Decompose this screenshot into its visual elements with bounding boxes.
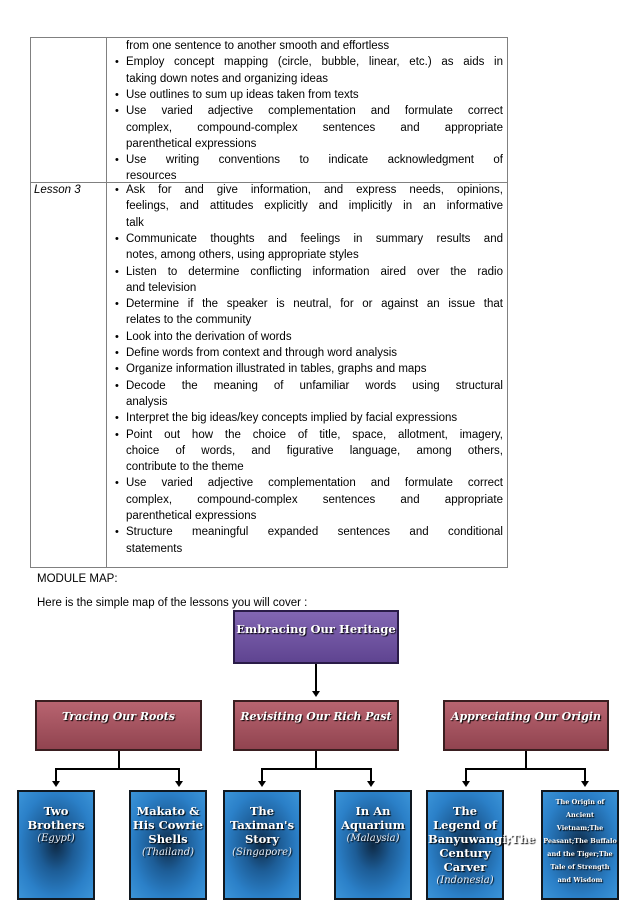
bullet-icon: • [115,88,119,101]
competency-line: resources [126,170,177,183]
connector-branch-2 [315,751,317,769]
competency-line: Use varied adjective complementation and formulate correct [126,477,503,490]
leaf-title: Two Brothers [27,804,85,832]
leaf-title: Makato & His Cowrie Shells [132,804,204,846]
competency-line: Look into the derivation of words [126,330,292,343]
bullet-icon: • [115,265,119,278]
competency-line: Interpret the big ideas/key concepts implied by facial expressions [126,412,458,425]
leaf-node-origin-of-ancient-vietnam [541,790,619,900]
bullet-icon: • [115,526,119,539]
root-node-embracing-our-heritage: Embracing Our Heritage [233,610,399,664]
connector-branch-3 [525,751,527,769]
competency-line: relates to the community [126,314,252,327]
leaf-node-taximans-story [223,790,301,900]
leaf-node-makato [129,790,207,900]
competency-table [30,37,508,568]
competency-line: notes, among others, using appropriate styles [126,249,359,262]
leaf-country: (Singapore) [232,847,292,858]
connector-bar-1 [55,768,180,770]
competency-line: contribute to the theme [126,461,244,474]
competency-line: Use outlines to sum up ideas taken from texts [126,88,359,101]
connector-leaf-2 [178,768,180,782]
bullet-icon: • [115,477,119,490]
leaf-title: In An Aquarium [341,804,405,832]
competency-line: Organize information illustrated in tables, graphs and maps [126,363,427,376]
leaf-title: The Taximan's Story [229,804,295,846]
lesson-3-label: Lesson 3 [34,184,81,196]
bullet-icon: • [115,298,119,311]
leaf-node-in-an-aquarium [334,790,412,900]
competency-line: talk [126,216,144,229]
competency-line: Point out how the choice of title, space, allotment, imagery, [126,428,503,441]
arrow-leaf-5 [462,781,470,787]
bullet-icon: • [115,363,119,376]
leaf-title: The Origin of Ancient Vietnam;The Peasant;The Buffalo and the Tiger;The Tale of Strength and Wisdom [543,798,617,884]
competency-line: from one sentence to another smooth and effortless [126,40,390,52]
leaf-country: (Indonesia) [436,875,494,886]
competency-line: complex, compound-complex sentences and appropriate [126,493,503,506]
bullet-icon: • [115,379,119,392]
competency-line: parenthetical expressions [126,510,257,522]
arrow-leaf-6 [581,781,589,787]
column-divider [106,38,107,567]
connector-bar-3 [465,768,586,770]
connector-leaf-4 [370,768,372,782]
connector-leaf-1 [55,768,57,782]
competency-line: Employ concept mapping (circle, bubble, linear, etc.) as aids in [126,56,503,69]
competency-line: Use varied adjective complementation and formulate correct [126,105,503,118]
connector-bar-2 [261,768,372,770]
branch-node-appreciating-our-origin: Appreciating Our Origin [443,700,609,751]
competency-line: Communicate thoughts and feelings in summary results and [126,232,503,245]
bullet-icon: • [115,330,119,343]
competency-line: parenthetical expressions [126,137,257,150]
module-map-title: MODULE MAP: [37,573,118,585]
competency-line: Determine if the speaker is neutral, for or against an issue that [126,298,503,311]
competency-line: and television [126,281,197,294]
arrow-leaf-3 [258,781,266,787]
competency-line: taking down notes and organizing ideas [126,72,329,85]
competency-line: Define words from context and through word analysis [126,347,398,359]
bullet-icon: • [115,184,119,196]
leaf-country: (Thailand) [141,847,195,858]
leaf-node-two-brothers [17,790,95,900]
competency-line: complex, compound-complex sentences and appropriate [126,121,503,134]
leaf-title: The Legend of Banyuwangi;The Century Carver [428,804,536,874]
competency-line: Decode the meaning of unfamiliar words using structural [126,379,503,392]
bullet-icon: • [115,56,119,69]
connector-leaf-6 [584,768,586,782]
connector-root [315,664,317,692]
bullet-icon: • [115,232,119,245]
connector-branch-1 [118,751,120,769]
bullet-icon: • [115,154,119,167]
arrow-leaf-2 [175,781,183,787]
competency-line: analysis [126,395,168,408]
branch-node-tracing-our-roots: Tracing Our Roots [35,700,202,751]
bullet-icon: • [115,428,119,441]
competency-line: statements [126,542,183,555]
competency-line: Use writing conventions to indicate acknowledgment of [126,154,503,167]
leaf-country: (Malaysia) [346,833,400,844]
branch-node-revisiting-our-rich-past: Revisiting Our Rich Past [233,700,399,751]
connector-leaf-3 [261,768,263,782]
competency-line: Ask for and give information, and express needs, opinions, [126,184,503,196]
competency-line: Structure meaningful expanded sentences and conditional [126,526,503,539]
bullet-icon: • [115,347,119,359]
connector-leaf-5 [465,768,467,782]
bullet-icon: • [115,412,119,425]
competency-line: choice of words, and figurative language, among others, [126,444,503,457]
leaf-node-legend-of-banyuwangi [426,790,536,900]
competency-line: feelings, and attitudes explicitly and implicitly in an informative [126,200,503,213]
competency-line: Listen to determine conflicting information aired over the radio [126,265,503,278]
bullet-icon: • [115,105,119,118]
leaf-country: (Egypt) [37,833,75,844]
module-map-intro: Here is the simple map of the lessons you will cover : [37,597,308,609]
arrow-leaf-1 [52,781,60,787]
arrow-root [312,691,320,697]
arrow-leaf-4 [367,781,375,787]
